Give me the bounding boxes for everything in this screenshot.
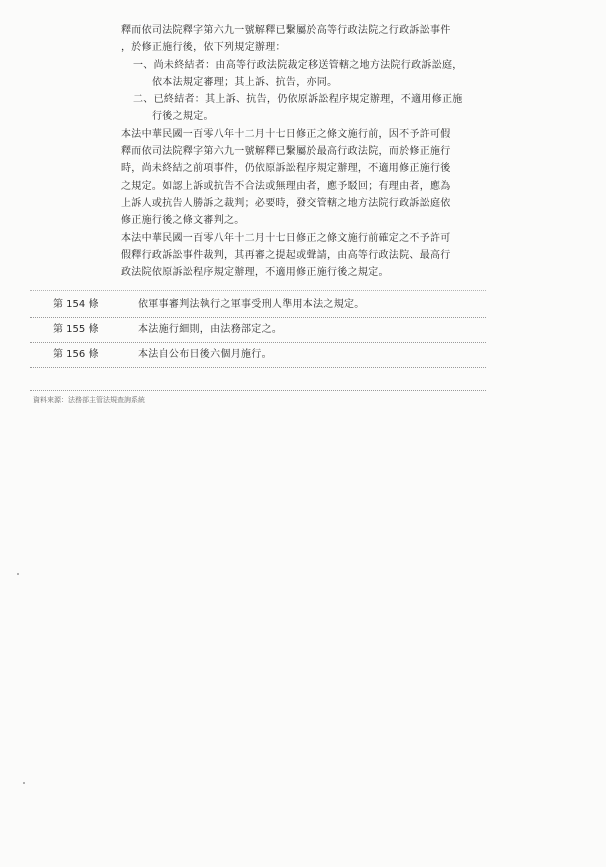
article-row-156 [30, 343, 486, 367]
article-row-155 [30, 318, 486, 342]
article-row-154 [30, 293, 486, 317]
text-line: 本法中華民國一百零八年十二月十七日修正之條文施行前，因不予許可假 [121, 128, 451, 140]
source-note: 資料來源：法務部主管法規查詢系統 [33, 396, 145, 404]
text-line: 上訴人或抗告人勝訴之裁判；必要時，發交管轄之地方法院行政訴訟庭依 [121, 197, 451, 209]
article-text: 依軍事審判法執行之軍事受刑人準用本法之規定。 [138, 299, 365, 310]
text-line: 修正施行後之條文審判之。 [121, 215, 245, 227]
text-line: 一、尚未終結者：由高等行政法院裁定移送管轄之地方法院行政訴訟庭， [133, 59, 463, 71]
article-number: 第 155 條 [53, 324, 99, 335]
text-line: 政法院依原訴訟程序規定辦理，不適用修正施行後之規定。 [121, 267, 389, 279]
text-line: 依本法規定審理；其上訴、抗告，亦同。 [152, 76, 338, 88]
article-number: 第 156 條 [53, 349, 99, 360]
text-line: 本法中華民國一百零八年十二月十七日修正之條文施行前確定之不予許可 [121, 232, 451, 244]
text-line: 釋而依司法院釋字第六九一號解釋已繫屬於最高行政法院，而於修正施行 [121, 146, 451, 158]
article-number: 第 154 條 [53, 299, 99, 310]
scan-speck [23, 782, 25, 784]
divider-line [30, 290, 486, 291]
article-text: 本法自公布日後六個月施行。 [138, 349, 272, 360]
text-line: 行後之規定。 [152, 111, 214, 123]
text-line: 時，尚未終結之前項事件，仍依原訴訟程序規定辦理，不適用修正施行後 [121, 163, 451, 175]
article-text: 本法施行細則，由法務部定之。 [138, 324, 283, 335]
text-line: 之規定。如認上訴或抗告不合法或無理由者，應予駁回；有理由者，應為 [121, 180, 451, 192]
article-153-continuation [121, 22, 468, 281]
text-line: 釋而依司法院釋字第六九一號解釋已繫屬於高等行政法院之行政訴訟事件 [121, 25, 451, 36]
divider-line [30, 367, 486, 368]
text-line: 二、已終結者：其上訴、抗告，仍依原訴訟程序規定辦理，不適用修正施 [133, 94, 463, 106]
footer-divider [30, 390, 486, 391]
scan-speck [17, 573, 19, 575]
text-line: 假釋行政訴訟事件裁判，其再審之提起或聲請，由高等行政法院、最高行 [121, 249, 451, 261]
text-line: ，於修正施行後，依下列規定辦理： [121, 42, 286, 54]
